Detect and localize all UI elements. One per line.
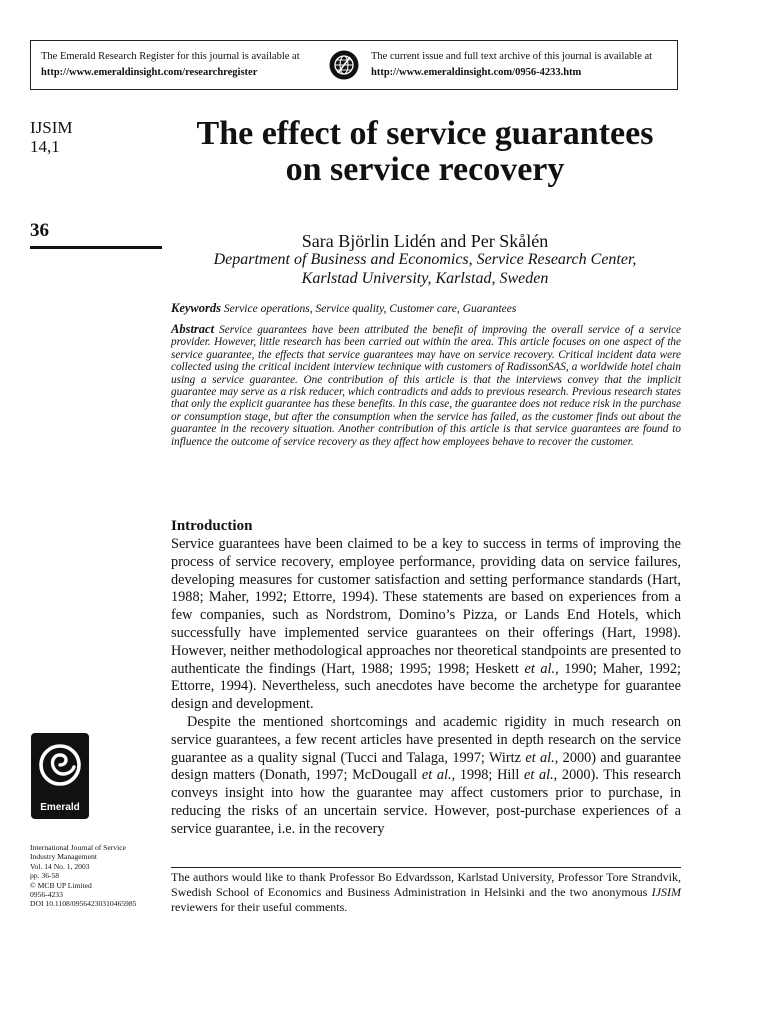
footnote-rule — [171, 867, 681, 868]
paragraph-text: Service guarantees have been claimed to be a key to success in terms of improving the process of service recovery, employee performance, providing data on service failures, developing measures for customer satisfaction and setting performance standards (Hart, 1988; Maher, 1992; Ettorre, 1994). These statements are based on experiences from a few companies, such as Nordstrom, Domino’s Pizza, or Lands End Hotels, which successfully have implemented service guarantees on their offerings (Hart, 1998). However, neither methodological approaches nor theoretical standpoints are presented to authenticate the findings (Hart, 1988; 1995; 1998; Heskett — [171, 536, 681, 677]
journal-citation — [30, 118, 73, 156]
paragraph-text: , 1990; Maher, 1992; Ettorre, 1994). Nevertheless, such anecdotes have become the archetype for guarantee design and development. — [171, 660, 681, 713]
pubinfo-line: 0956-4233 — [30, 890, 63, 900]
paragraph — [171, 536, 681, 714]
affiliation-line: Karlstad University, Karlstad, Sweden — [301, 270, 549, 287]
pubinfo-line: pp. 36-58 — [30, 871, 60, 881]
acknowledgement-footnote — [171, 870, 681, 916]
page-number-rule — [30, 246, 162, 249]
banner-left — [41, 49, 331, 81]
journal-volume: 14,1 — [30, 137, 60, 156]
et-al: et al. — [523, 767, 554, 784]
affiliation-line: Department of Business and Economics, Service Research Center, — [213, 251, 637, 268]
pubinfo-line: © MCB UP Limited — [30, 880, 92, 890]
paragraph-text: Despite the mentioned shortcomings and academic rigidity in much research on service guarantees, a few recent articles have presented in depth research on the service guarantee as a quality signal (Tucci and Talaga, 1997; Wirtz — [171, 713, 681, 766]
emerald-logo — [31, 733, 89, 819]
emerald-logo-text: Emerald — [40, 802, 80, 813]
keywords-list: Service operations, Service quality, Customer care, Guarantees — [223, 303, 517, 315]
full-text-archive-link[interactable]: http://www.emeraldinsight.com/0956-4233.htm — [371, 67, 582, 78]
paragraph-text: , 1998; Hill — [451, 767, 524, 784]
section-heading-introduction: Introduction — [171, 518, 253, 534]
emerald-swirl-icon — [31, 733, 89, 795]
author-affiliation — [180, 250, 670, 288]
pubinfo-line: DOI 10.1108/09564230310465985 — [30, 899, 137, 909]
banner-left-text: The Emerald Research Register for this journal is available at — [41, 51, 300, 62]
abstract-text: Service guarantees have been attributed the benefit of improving the overall service of a service provider. However, little research has been carried out within the area. This article focuses on one aspect of the service guarantee, the effects that service guarantees may have on service recovery. Critical incident data were collected using the critical incident interview technique with customers of RadissonSAS, a worldwide hotel chain using a service guarantee. One contribution of this article is that the interviews convey that the implicit guarantee may serve as a risk reducer, which contradicts and adds to previous research. Previous research states that only the explicit guarantee has these benefits. In this case, the guarantee does not reduce risk in the purchase or consumption stage, but after the consumption when the service has failed, as the customer finds out about the guarantee in the recovery situation. Another contribution of this article is that service guarantees are found to influence the outcome of service recovery as they affect how employees behave to recover the customer. — [171, 324, 681, 448]
keywords — [171, 300, 681, 317]
pubinfo-line: Industry Management — [30, 852, 97, 862]
pubinfo-line: Vol. 14 No. 1, 2003 — [30, 861, 90, 871]
research-register-link[interactable]: http://www.emeraldinsight.com/researchregister — [41, 67, 258, 78]
banner-right-text: The current issue and full text archive of this journal is available at — [371, 51, 653, 62]
footnote-text: The authors would like to thank Professor Bo Edvardsson, Karlstad University, Professor Tore Strandvik, Swedish School of Economics and Business Administration in Helsinki and the two anonymous — [171, 870, 681, 900]
keywords-label: Keywords — [171, 301, 221, 315]
paragraph — [171, 714, 681, 839]
pubinfo-line: International Journal of Service — [30, 843, 126, 852]
paragraph-text: , 2000). This research conveys insight into how the guarantee may affect customers prior to purchase, in reducing the risks of an uncertain service. However, post-purchase experiences of a service guarantee, i.e. in the recovery — [171, 767, 681, 837]
abstract-label: Abstract — [171, 322, 215, 336]
paragraph-text: , 2000) and guarantee design matters (Donath, 1997; McDougall — [171, 749, 681, 784]
abstract — [171, 323, 681, 448]
page-number: 36 — [30, 220, 49, 241]
footnote-text: reviewers for their useful comments. — [171, 900, 348, 915]
banner-right — [371, 49, 676, 81]
et-al: et al. — [525, 749, 555, 766]
globe-icon — [329, 50, 359, 80]
publication-info — [30, 843, 165, 909]
article-title: The effect of service guarantees on service recovery — [196, 115, 654, 188]
body-text — [171, 536, 681, 839]
et-al: et al. — [524, 660, 556, 677]
et-al: et al. — [421, 767, 452, 784]
article-authors: Sara Björlin Lidén and Per Skålén — [301, 231, 549, 251]
footnote-journal: IJSIM — [651, 885, 681, 900]
journal-abbreviation: IJSIM — [30, 118, 73, 137]
research-register-banner — [30, 40, 678, 90]
